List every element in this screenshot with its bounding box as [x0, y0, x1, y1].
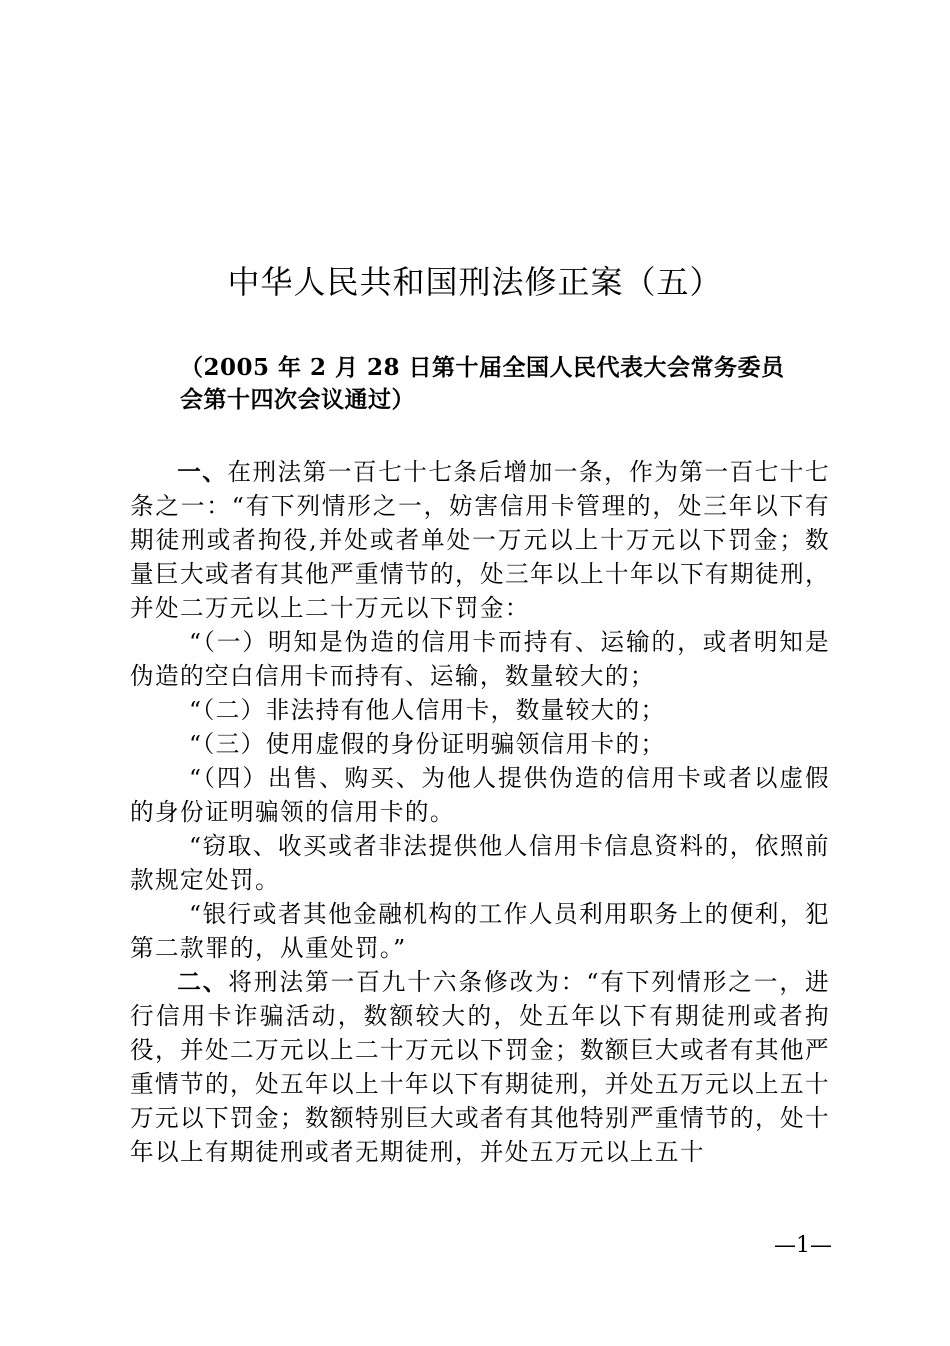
document-body	[130, 455, 830, 1169]
clause-paragraph: “（四）出售、购买、为他人提供伪造的信用卡或者以虚假的身份证明骗领的信用卡的。	[130, 764, 830, 826]
page-number: —1—	[774, 1233, 832, 1258]
article-number: 二、	[177, 968, 229, 996]
article-text: 将刑法第一百九十六条修改为：“有下列情形之一，进行信用卡诈骗活动，数额较大的，处五年以下有期徒刑或者拘役，并处二万元以上二十万元以下罚金；数额巨大或者有其他严重情节的，处五年以上十年以下有期徒刑，并处五万元以上五十万元以下罚金；数额特别巨大或者有其他特别严重情节的，处十年以上有期徒刑或者无期徒刑，并处五万元以上五十	[130, 968, 830, 1166]
clause-paragraph: “（二）非法持有他人信用卡，数量较大的；	[189, 696, 666, 724]
adoption-note-line-2: 会第十四次会议通过）	[180, 386, 415, 413]
article-number: 一、	[177, 458, 228, 486]
document-title: 中华人民共和国刑法修正案（五）	[227, 263, 723, 301]
article-text: 在刑法第一百七十七条后增加一条，作为第一百七十七条之一：“有下列情形之一，妨害信用卡管理的，处三年以下有期徒刑或者拘役,并处或者单处一万元以上十万元以下罚金；数量巨大或者有其他严重情节的，处三年以上十年以下有期徒刑，并处二万元以上二十万元以下罚金：	[130, 458, 830, 622]
clause-paragraph: “（三）使用虚假的身份证明骗领信用卡的；	[189, 730, 666, 758]
article-paragraph	[130, 455, 830, 625]
clause-paragraph: “（一）明知是伪造的信用卡而持有、运输的，或者明知是伪造的空白信用卡而持有、运输，数量较大的；	[130, 628, 830, 690]
adoption-note	[180, 352, 790, 416]
article-paragraph	[130, 965, 830, 1169]
clause-paragraph: “窃取、收买或者非法提供他人信用卡信息资料的，依照前款规定处罚。	[130, 832, 830, 894]
adoption-note-line-1: （2005 年 2 月 28 日第十届全国人民代表大会常务委员	[180, 354, 785, 381]
clause-paragraph: “银行或者其他金融机构的工作人员利用职务上的便利，犯第二款罪的，从重处罚。”	[130, 900, 830, 962]
